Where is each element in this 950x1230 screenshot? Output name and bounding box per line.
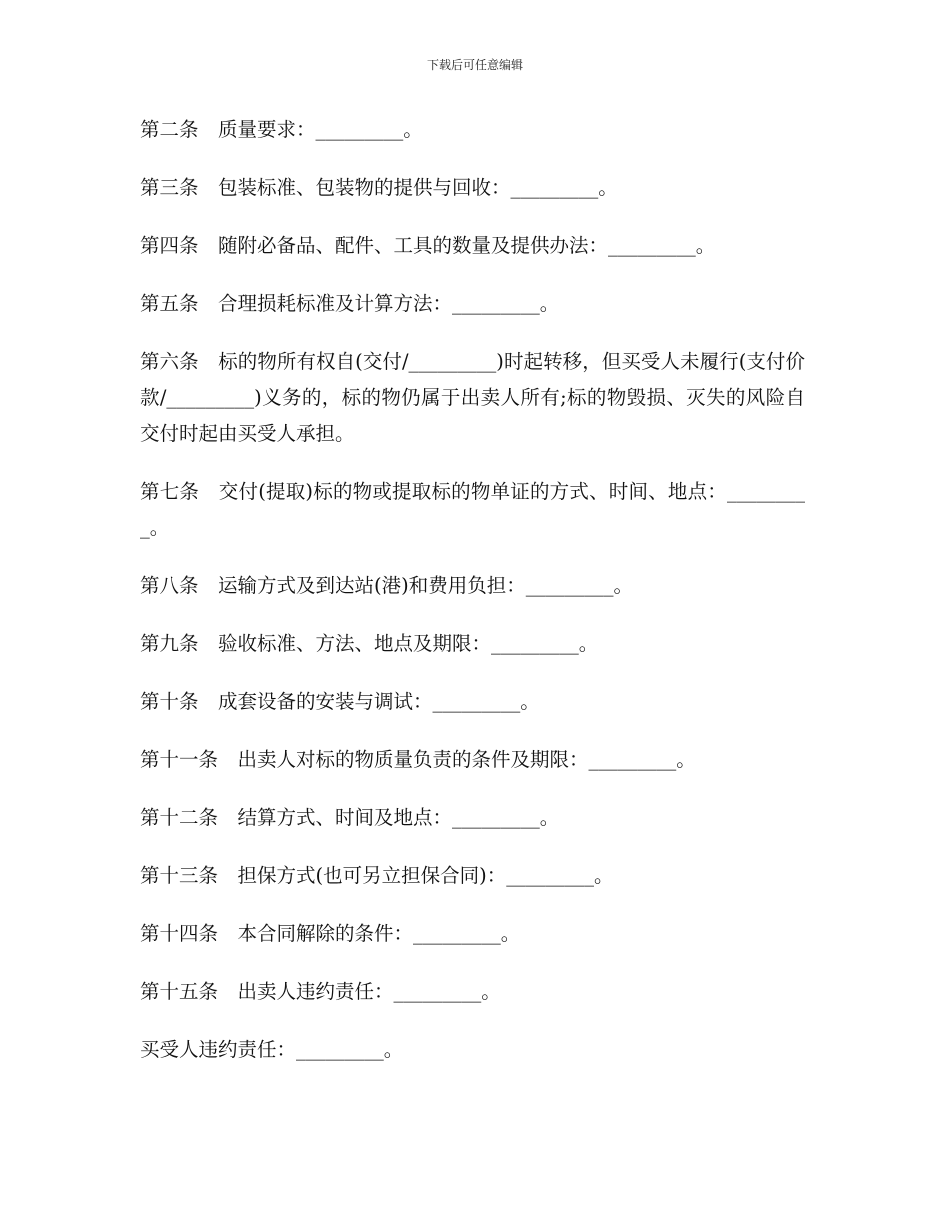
clause-8: 第八条 运输方式及到达站(港)和费用负担：_________。 <box>140 574 633 597</box>
clause-15: 第十五条 出卖人违约责任：_________。 <box>140 980 501 1003</box>
clause-4: 第四条 随附必备品、配件、工具的数量及提供办法：_________。 <box>140 234 716 257</box>
clause-13: 第十三条 担保方式(也可另立担保合同)：_________。 <box>140 864 614 887</box>
clause-9: 第九条 验收标准、方法、地点及期限：_________。 <box>140 632 599 655</box>
page-header: 下载后可任意编辑 <box>426 58 523 72</box>
clause-14: 第十四条 本合同解除的条件：_________。 <box>140 922 521 945</box>
clause-7: 第七条 交付(提取)标的物或提取标的物单证的方式、时间、地点：_________。 <box>140 480 805 539</box>
clause-11: 第十一条 出卖人对标的物质量负责的条件及期限：_________。 <box>140 748 696 771</box>
document-body <box>140 112 805 1090</box>
clause-12: 第十二条 结算方式、时间及地点：_________。 <box>140 806 560 829</box>
clause-5: 第五条 合理损耗标准及计算方法：_________。 <box>140 292 560 315</box>
clause-6: 第六条 标的物所有权自(交付/_________)时起转移，但买受人未履行(支付价款/_________)义务的，标的物仍属于出卖人所有;标的物毁损、灭失的风险自交付时起由买受人承担。 <box>140 350 805 445</box>
buyer-liability-clause: 买受人违约责任：_________。 <box>140 1038 404 1061</box>
clause-3: 第三条 包装标准、包装物的提供与回收：_________。 <box>140 176 618 199</box>
clause-10: 第十条 成套设备的安装与调试：_________。 <box>140 690 540 713</box>
clause-2: 第二条 质量要求：_________。 <box>140 118 423 141</box>
